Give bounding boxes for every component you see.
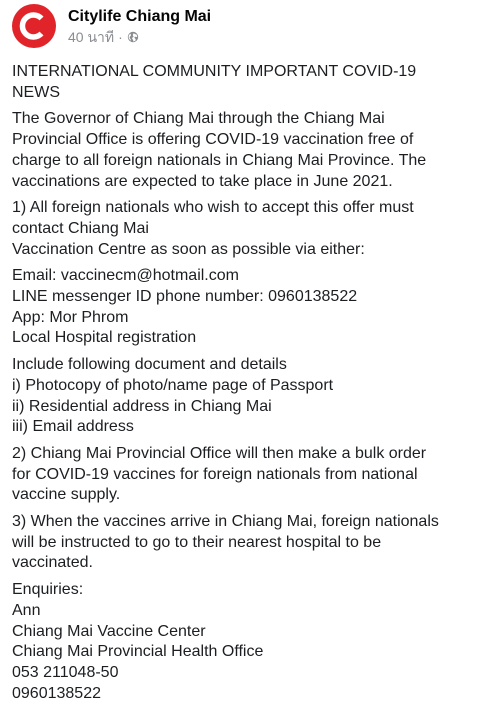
text-line: charge to all foreign nationals in Chiang Mai Province. The <box>12 151 427 169</box>
enquiries-contact-name: Ann <box>12 601 41 619</box>
post-title <box>12 62 470 103</box>
text-line: for COVID-19 vaccines for foreign nationals from national <box>12 465 418 483</box>
text-line: Vaccination Centre as soon as possible via either: <box>12 240 365 258</box>
page-avatar[interactable] <box>12 4 56 48</box>
text-line: 1) All foreign nationals who wish to accept this offer must <box>12 199 414 217</box>
text-line: ii) Residential address in Chiang Mai <box>12 397 272 415</box>
documents-paragraph <box>12 355 470 438</box>
text-line: vaccine supply. <box>12 486 121 504</box>
post-timestamp-link[interactable]: 40 นาที <box>68 28 115 45</box>
text-line: NEWS <box>12 83 60 101</box>
meta-separator: · <box>118 28 123 45</box>
enquiries-paragraph <box>12 580 470 704</box>
text-line: i) Photocopy of photo/name page of Passport <box>12 376 334 394</box>
post-meta <box>68 28 211 46</box>
enquiries-mobile: 0960138522 <box>12 684 101 702</box>
post-body <box>12 62 470 710</box>
page-name-link[interactable]: Citylife Chiang Mai <box>68 7 212 25</box>
globe-icon[interactable] <box>127 31 139 43</box>
text-line: INTERNATIONAL COMMUNITY IMPORTANT COVID-19 <box>12 63 417 80</box>
text-line: 2) Chiang Mai Provincial Office will then make a bulk order <box>12 444 427 462</box>
contact-hospital: Local Hospital registration <box>12 329 197 347</box>
header-text <box>68 7 211 46</box>
enquiries-heading: Enquiries: <box>12 581 84 599</box>
text-line: Provincial Office is offering COVID-19 vaccination free of <box>12 131 414 149</box>
text-line: will be instructed to go to their nearest hospital to be <box>12 533 382 551</box>
citylife-logo-icon <box>12 4 56 48</box>
post-header <box>12 4 211 48</box>
step1-paragraph <box>12 198 470 260</box>
enquiries-phone: 053 211048-50 <box>12 663 119 681</box>
text-line: vaccinated. <box>12 554 93 572</box>
step3-paragraph <box>12 512 470 574</box>
text-line: The Governor of Chiang Mai through the Chiang Mai <box>12 110 385 128</box>
intro-paragraph <box>12 109 470 192</box>
text-line: iii) Email address <box>12 418 134 436</box>
contact-line-id: LINE messenger ID phone number: 0960138522 <box>12 288 358 306</box>
contact-methods <box>12 266 470 349</box>
text-line: Include following document and details <box>12 356 287 374</box>
text-line: 3) When the vaccines arrive in Chiang Mai, foreign nationals <box>12 513 439 531</box>
enquiries-center: Chiang Mai Vaccine Center <box>12 622 206 640</box>
step2-paragraph <box>12 444 470 506</box>
text-line: contact Chiang Mai <box>12 219 149 237</box>
text-line: vaccinations are expected to take place in June 2021. <box>12 172 393 190</box>
contact-app: App: Mor Phrom <box>12 308 129 326</box>
enquiries-office: Chiang Mai Provincial Health Office <box>12 643 264 661</box>
contact-email: Email: vaccinecm@hotmail.com <box>12 267 239 285</box>
